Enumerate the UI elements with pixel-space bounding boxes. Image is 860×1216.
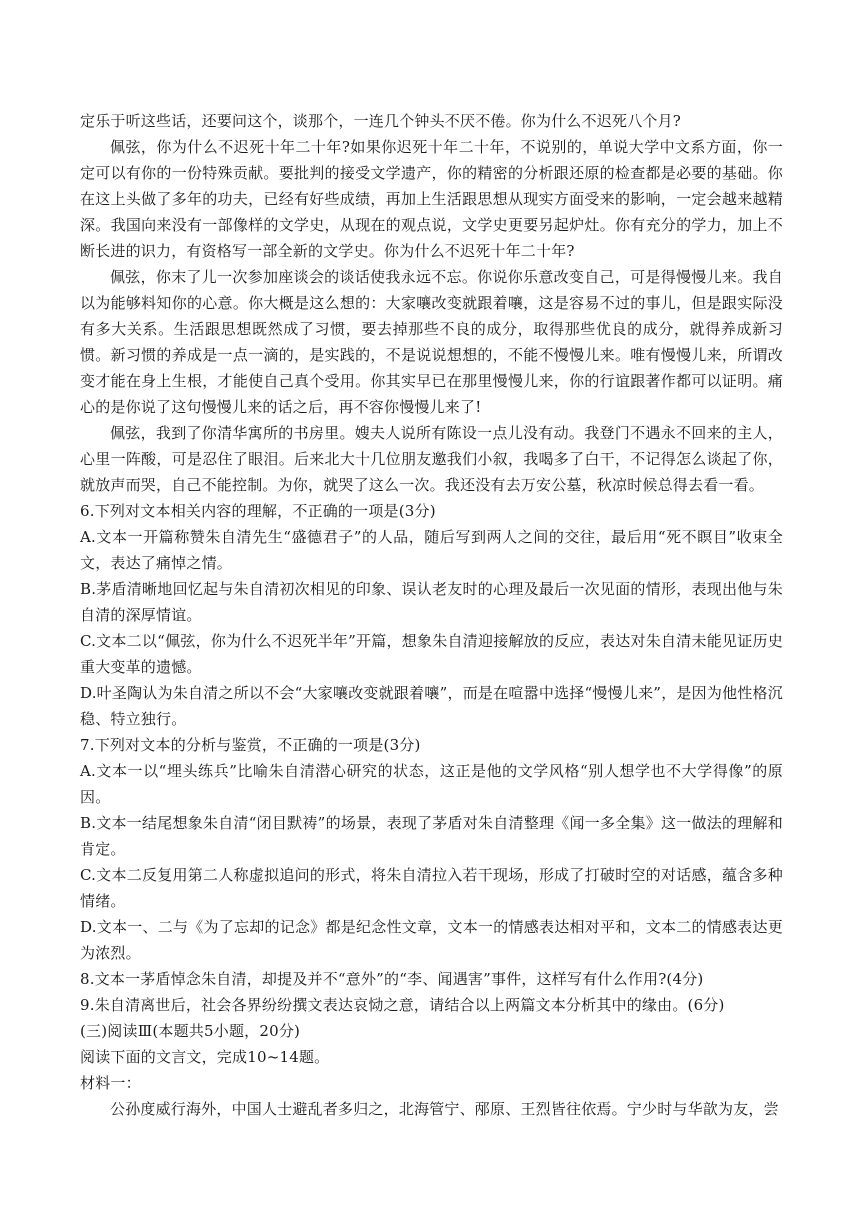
question-7-option-d: D.文本一、二与《为了忘却的记念》都是纪念性文章，文本一的情感表达相对平和，文本二的情感表达更为浓烈。 (80, 918, 783, 962)
question-7-option-a: A.文本一以“埋头练兵”比喻朱自清潜心研究的状态，这正是他的文学风格“别人想学也不大学得像”的原因。 (80, 762, 783, 806)
document-body (80, 108, 783, 1122)
question-7-option-b: B.文本一结尾想象朱自清“闭目默祷”的场景，表现了茅盾对朱自清整理《闻一多全集》这一做法的理解和肯定。 (80, 814, 783, 858)
classical-passage: 公孙度威行海外，中国人士避乱者多归之，北海管宁、邴原、王烈皆往依焉。宁少时与华歆为友，尝 (110, 1100, 779, 1118)
question-8: 8.文本一茅盾悼念朱自清，却提及并不“意外”的“李、闻遇害”事件，这样写有什么作用?(4分) (80, 970, 704, 988)
question-6-stem: 6.下列对文本相关内容的理解，不正确的一项是(3分) (80, 502, 436, 520)
question-6-option-b: B.茅盾清晰地回忆起与朱自清初次相见的印象、误认老友时的心理及最后一次见面的情形，表现出他与朱自清的深厚情谊。 (80, 580, 783, 624)
question-6-option-d: D.叶圣陶认为朱自清之所以不会“大家嚷改变就跟着嚷”，而是在喧嚣中选择“慢慢儿来”，是因为他性格沉稳、特立独行。 (80, 684, 783, 728)
question-9: 9.朱自清离世后，社会各界纷纷撰文表达哀恸之意，请结合以上两篇文本分析其中的缘由。(6分) (80, 996, 725, 1014)
section-instruction: 阅读下面的文言文，完成10~14题。 (80, 1048, 330, 1066)
question-7-option-c: C.文本二反复用第二人称虚拟追问的形式，将朱自清拉入若干现场，形成了打破时空的对话感，蕴含多种情绪。 (80, 866, 783, 910)
question-7-stem: 7.下列对文本的分析与鉴赏，不正确的一项是(3分) (80, 736, 421, 754)
paragraph: 佩弦，你末了儿一次参加座谈会的谈话使我永远不忘。你说你乐意改变自己，可是得慢慢儿来。我自以为能够料知你的心意。你大概是这么想的：大家嚷改变就跟着嚷，这是容易不过的事儿，但是跟实际没有多大关系。生活跟思想既然成了习惯，要去掉那些不良的成分，取得那些优良的成分，就得养成新习惯。新习惯的养成是一点一滴的，是实践的，不是说说想想的，不能不慢慢儿来。唯有慢慢儿来，所谓改变才能在身上生根，才能使自己真个受用。你其实早已在那里慢慢儿来，你的行谊跟著作都可以证明。痛心的是你说了这句慢慢儿来的话之后，再不容你慢慢儿来了! (80, 268, 783, 416)
question-6-option-c: C.文本二以“佩弦，你为什么不迟死半年”开篇，想象朱自清迎接解放的反应，表达对朱自清未能见证历史重大变革的遗憾。 (80, 632, 783, 676)
paragraph: 佩弦，我到了你清华寓所的书房里。嫂夫人说所有陈设一点儿没有动。我登门不遇永不回来的主人，心里一阵酸，可是忍住了眼泪。后来北大十几位朋友邀我们小叙，我喝多了白干，不记得怎么谈起了你，就放声而哭，自己不能控制。为你，就哭了这么一次。我还没有去万安公墓，秋凉时候总得去看一看。 (80, 424, 783, 494)
question-6-option-a: A.文本一开篇称赞朱自清先生“盛德君子”的人品，随后写到两人之间的交往，最后用“死不瞑目”收束全文，表达了痛悼之情。 (80, 528, 783, 572)
material-label: 材料一： (80, 1074, 141, 1092)
section-heading: (三)阅读Ⅲ(本题共5小题，20分) (80, 1022, 301, 1040)
paragraph: 定乐于听这些话，还要问这个，谈那个，一连几个钟头不厌不倦。你为什么不迟死八个月? (80, 112, 682, 130)
paragraph: 佩弦，你为什么不迟死十年二十年?如果你迟死十年二十年，不说别的，单说大学中文系方面，你一定可以有你的一份特殊贡献。要批判的接受文学遗产，你的精密的分析跟还原的检查都是必要的基础。你在这上头做了多年的功夫，已经有好些成绩，再加上生活跟思想从现实方面受来的影响，一定会越来越精深。我国向来没有一部像样的文学史，从现在的观点说，文学史更要另起炉灶。你有充分的学力，加上不断长进的识力，有资格写一部全新的文学史。你为什么不迟死十年二十年? (80, 138, 783, 260)
